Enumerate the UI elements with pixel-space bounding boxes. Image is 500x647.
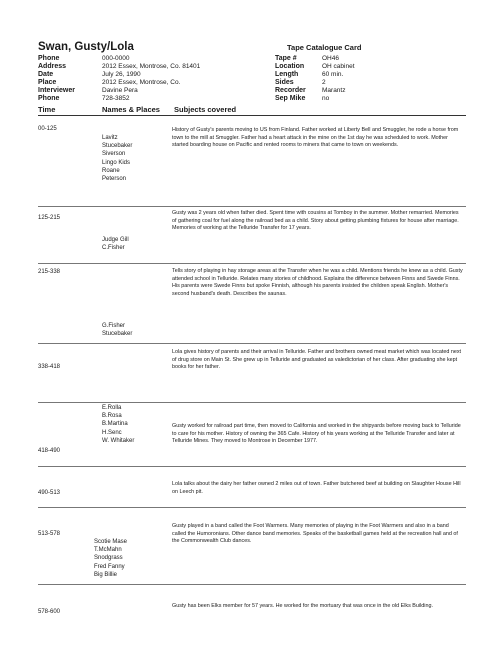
entry-name: W. Whitaker xyxy=(102,437,135,444)
entry-name: T.McMahn xyxy=(94,547,122,554)
header-divider xyxy=(38,115,466,116)
field-value-interviewer: Davine Pera xyxy=(102,87,138,94)
tape-value-sides: 2 xyxy=(322,79,326,86)
entry-time: 125-215 xyxy=(38,215,61,221)
entry-name: Scotie Mase xyxy=(94,539,128,545)
entry-time: 490-513 xyxy=(38,490,61,496)
field-value-phone-2: 728-3852 xyxy=(102,95,130,102)
entry-text: Lola gives history of parents and their arrival in Telluride. Father and brothers owned meat market which was located next of drug store on Main St. She grew up in Telluride and graduated as valedictorian of her class. After graduating she kept books for her father. xyxy=(172,349,462,371)
field-label-interviewer: Interviewer xyxy=(38,87,75,94)
entry-text: Gusty has been Elks member for 57 years. He worked for the mortuary that was once in the old Elks Building. xyxy=(172,603,433,609)
column-head-time: Time xyxy=(38,105,56,114)
entry-text: Lola talks about the dairy her father owned 2 miles out of town. Father butchered beef at building on Slaughter House Hill on Leech pit. xyxy=(172,481,461,495)
field-value-address: 2012 Essex, Montrose, Co. 81401 xyxy=(102,63,201,70)
entry-name: H.Senc xyxy=(102,429,122,436)
tape-label-sides: Sides xyxy=(275,79,294,86)
entry-name: Lavitz xyxy=(102,135,118,141)
entry-name: Peterson xyxy=(102,176,127,183)
field-value-place: 2012 Essex, Montrose, Co. xyxy=(102,79,181,86)
card-title: Tape Catalogue Card xyxy=(287,43,362,52)
entry-time: 338-418 xyxy=(38,364,61,370)
tape-value-location: OH cabinet xyxy=(322,63,355,70)
field-label-phone: Phone xyxy=(38,55,60,62)
entry-names xyxy=(94,538,127,579)
entry-time: 00-125 xyxy=(38,126,57,132)
field-label-address: Address xyxy=(38,63,67,70)
entry-name: G.Fisher xyxy=(102,323,126,329)
entry-name: Stucebaker xyxy=(102,331,133,338)
entry-text: Gusty was 2 years old when father died. Spent time with cousins at Tomboy in the summer. Mother remarried. Memories of gathering coal for fuel along the railroad bed as a child. Story about getting plumbing fixtures for house after marriage. Memories of working at the Telluride Transfer for 17 years. xyxy=(172,210,459,232)
field-label-place: Place xyxy=(38,79,57,86)
entry-divider xyxy=(38,507,466,508)
entry-time: 513-578 xyxy=(38,531,61,537)
entry-names xyxy=(102,404,134,445)
tape-value-length: 60 min. xyxy=(322,71,344,78)
tape-label-length: Length xyxy=(275,71,299,78)
entry-divider xyxy=(38,263,466,264)
entry-names xyxy=(102,322,132,338)
tape-value-sep-mike: no xyxy=(322,95,330,102)
entry-divider xyxy=(38,343,466,344)
entry-time: 578-600 xyxy=(38,609,61,615)
entry-names xyxy=(102,134,132,183)
entry-divider xyxy=(38,584,466,585)
entry-name: Stucebaker xyxy=(102,143,133,150)
field-value-date: July 26, 1990 xyxy=(102,71,141,78)
column-head-subjects: Subjects covered xyxy=(174,105,237,114)
entry-name: Roane xyxy=(102,167,120,174)
tape-label-number: Tape # xyxy=(275,55,297,62)
entry-time: 215-338 xyxy=(38,269,61,275)
entry-divider xyxy=(38,206,466,207)
entry-text: History of Gusty's parents moving to US from Finland. Father worked at Liberty Bell and Smuggler, he rode a horse from town to the mill at Smuggler. Father had a heart attack in the mine on the 1st day he was scheduled to work. Mother started boarding house on Pacific and rented rooms to miners that came to town on weekends. xyxy=(172,127,459,149)
tape-label-location: Location xyxy=(275,63,305,70)
entry-name: Fred Fanny xyxy=(94,563,125,570)
entry-name: Judge Gill xyxy=(102,237,129,243)
field-value-phone: 000-0000 xyxy=(102,55,130,62)
field-label-date: Date xyxy=(38,71,54,78)
entry-name: E.Rolla xyxy=(102,405,122,411)
interviewee-name: Swan, Gusty/Lola xyxy=(38,41,134,53)
entry-divider xyxy=(38,466,466,467)
entry-text: Gusty played in a band called the Foot Warmers. Many memories of playing in the Foot Warmers and also in a band called the Humoronians. Other dance band memories. Speaks of the basketball games held at the recreation hall and of the Commonwealth Club dances. xyxy=(172,523,458,545)
entry-text: Tells story of playing in hay storage areas at the Transfer when he was a child. Mentions friends he knew as a child. Gusty attended school in Telluride. Relates many stories of childhood. Explains the difference between Finns and Swede Finns. His parents were Swede Finns but spoke Finnish, although his parents insisted the children speak English. Mother's second husband's death. Describes the saunas. xyxy=(172,268,463,298)
tape-label-sep-mike: Sep Mike xyxy=(275,95,306,102)
entry-names xyxy=(102,236,129,252)
entry-name: Snodgrass xyxy=(94,555,123,562)
tape-value-recorder: Marantz xyxy=(322,87,346,94)
entry-name: C.Fisher xyxy=(102,245,125,252)
entry-text: Gusty worked for railroad part time, then moved to California and worked in the shipyards before moving back to Telluride to care for his mother. History of owning the 365 Cafe. History of his years working at the Telluride Transfer and later at Telluride Mines. They moved to Montrose in December 1977. xyxy=(172,423,461,445)
tape-label-recorder: Recorder xyxy=(275,87,306,94)
entry-name: Siverson xyxy=(102,151,126,158)
entry-name: Big Billie xyxy=(94,571,118,578)
entry-name: Lingo Kids xyxy=(102,159,131,166)
column-head-names: Names & Places xyxy=(102,105,160,114)
entry-time: 418-490 xyxy=(38,448,61,454)
entry-divider xyxy=(38,402,466,403)
entry-name: B.Martina xyxy=(102,421,128,428)
tape-value-number: OH46 xyxy=(322,55,339,62)
field-label-phone-2: Phone xyxy=(38,95,60,102)
entry-name: B.Rosa xyxy=(102,413,122,420)
